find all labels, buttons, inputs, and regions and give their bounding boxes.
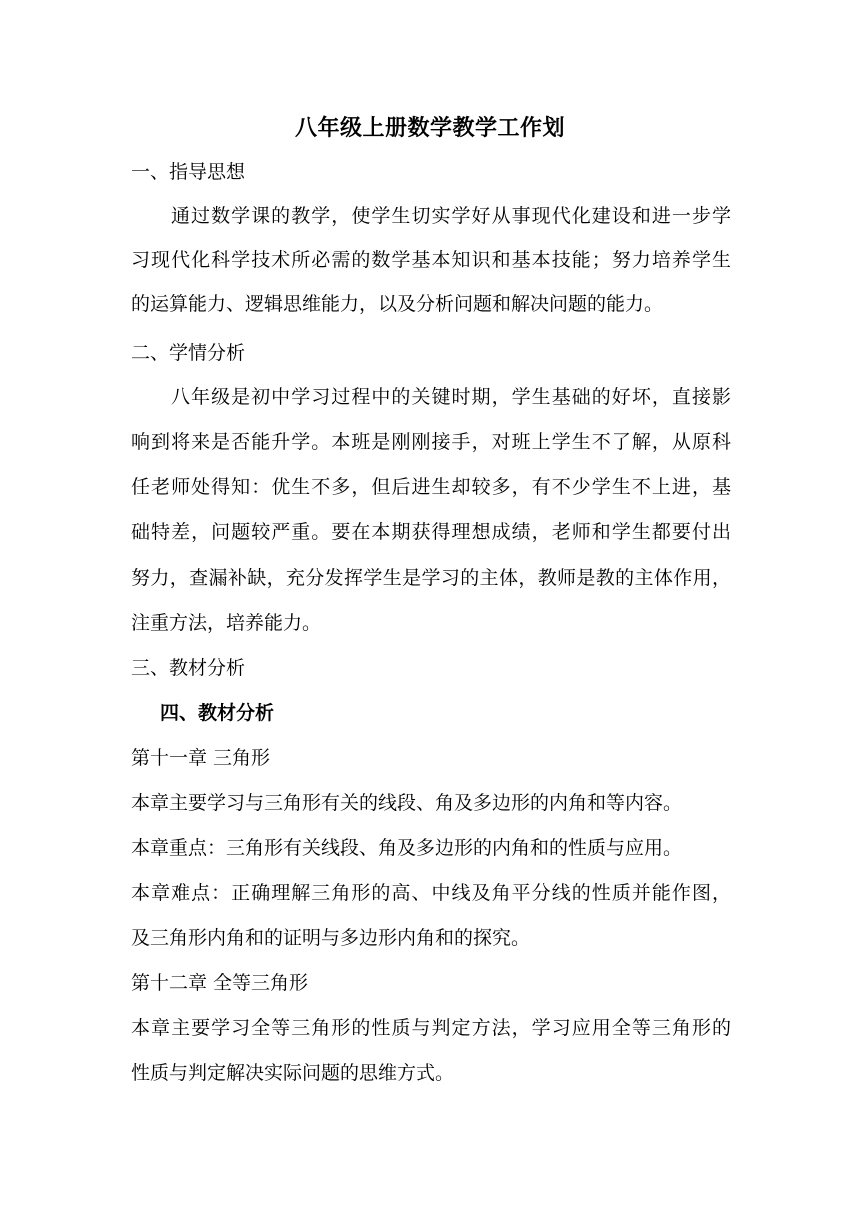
paragraph-line: 任老师处得知：优生不多，但后进生却较多，有不少学生不上进，基 bbox=[131, 476, 731, 498]
paragraph-line: 努力，查漏补缺，充分发挥学生是学习的主体，教师是教的主体作用， bbox=[131, 567, 731, 589]
paragraph-line: 注重方法，培养能力。 bbox=[131, 612, 322, 634]
paragraph-line: 本章主要学习全等三角形的性质与判定方法，学习应用全等三角形的 bbox=[131, 1017, 731, 1039]
document-title: 八年级上册数学教学工作划 bbox=[294, 115, 565, 141]
paragraph-line: 八年级是初中学习过程中的关键时期，学生基础的好坏，直接影 bbox=[171, 386, 731, 408]
paragraph-line: 本章主要学习与三角形有关的线段、角及多边形的内角和等内容。 bbox=[131, 792, 683, 814]
paragraph-line: 础特差，问题较严重。要在本期获得理想成绩，老师和学生都要付出 bbox=[131, 521, 731, 543]
paragraph-line: 性质与判定解决实际问题的思维方式。 bbox=[131, 1062, 455, 1084]
paragraph-line: 响到将来是否能升学。本班是刚刚接手，对班上学生不了解，从原科 bbox=[131, 431, 731, 453]
paragraph-line: 及三角形内角和的证明与多边形内角和的探究。 bbox=[131, 927, 531, 949]
chapter-heading-11: 第十一章 三角形 bbox=[131, 747, 271, 769]
paragraph-line: 通过数学课的教学，使学生切实学好从事现代化建设和进一步学 bbox=[171, 205, 731, 227]
paragraph-line: 习现代化科学技术所必需的数学基本知识和基本技能；努力培养学生 bbox=[131, 249, 731, 271]
section-heading-textbook-analysis-bold: 四、教材分析 bbox=[160, 702, 275, 724]
section-heading-textbook-analysis: 三、教材分析 bbox=[131, 657, 246, 679]
chapter-heading-12: 第十二章 全等三角形 bbox=[131, 972, 309, 994]
section-heading-guiding-ideology: 一、指导思想 bbox=[131, 161, 246, 183]
section-heading-student-analysis: 二、学情分析 bbox=[131, 342, 246, 364]
paragraph-line: 的运算能力、逻辑思维能力，以及分析问题和解决问题的能力。 bbox=[131, 293, 664, 315]
paragraph-line: 本章重点：三角形有关线段、角及多边形的内角和的性质与应用。 bbox=[131, 837, 683, 859]
paragraph-line: 本章难点：正确理解三角形的高、中线及角平分线的性质并能作图， bbox=[131, 882, 731, 904]
